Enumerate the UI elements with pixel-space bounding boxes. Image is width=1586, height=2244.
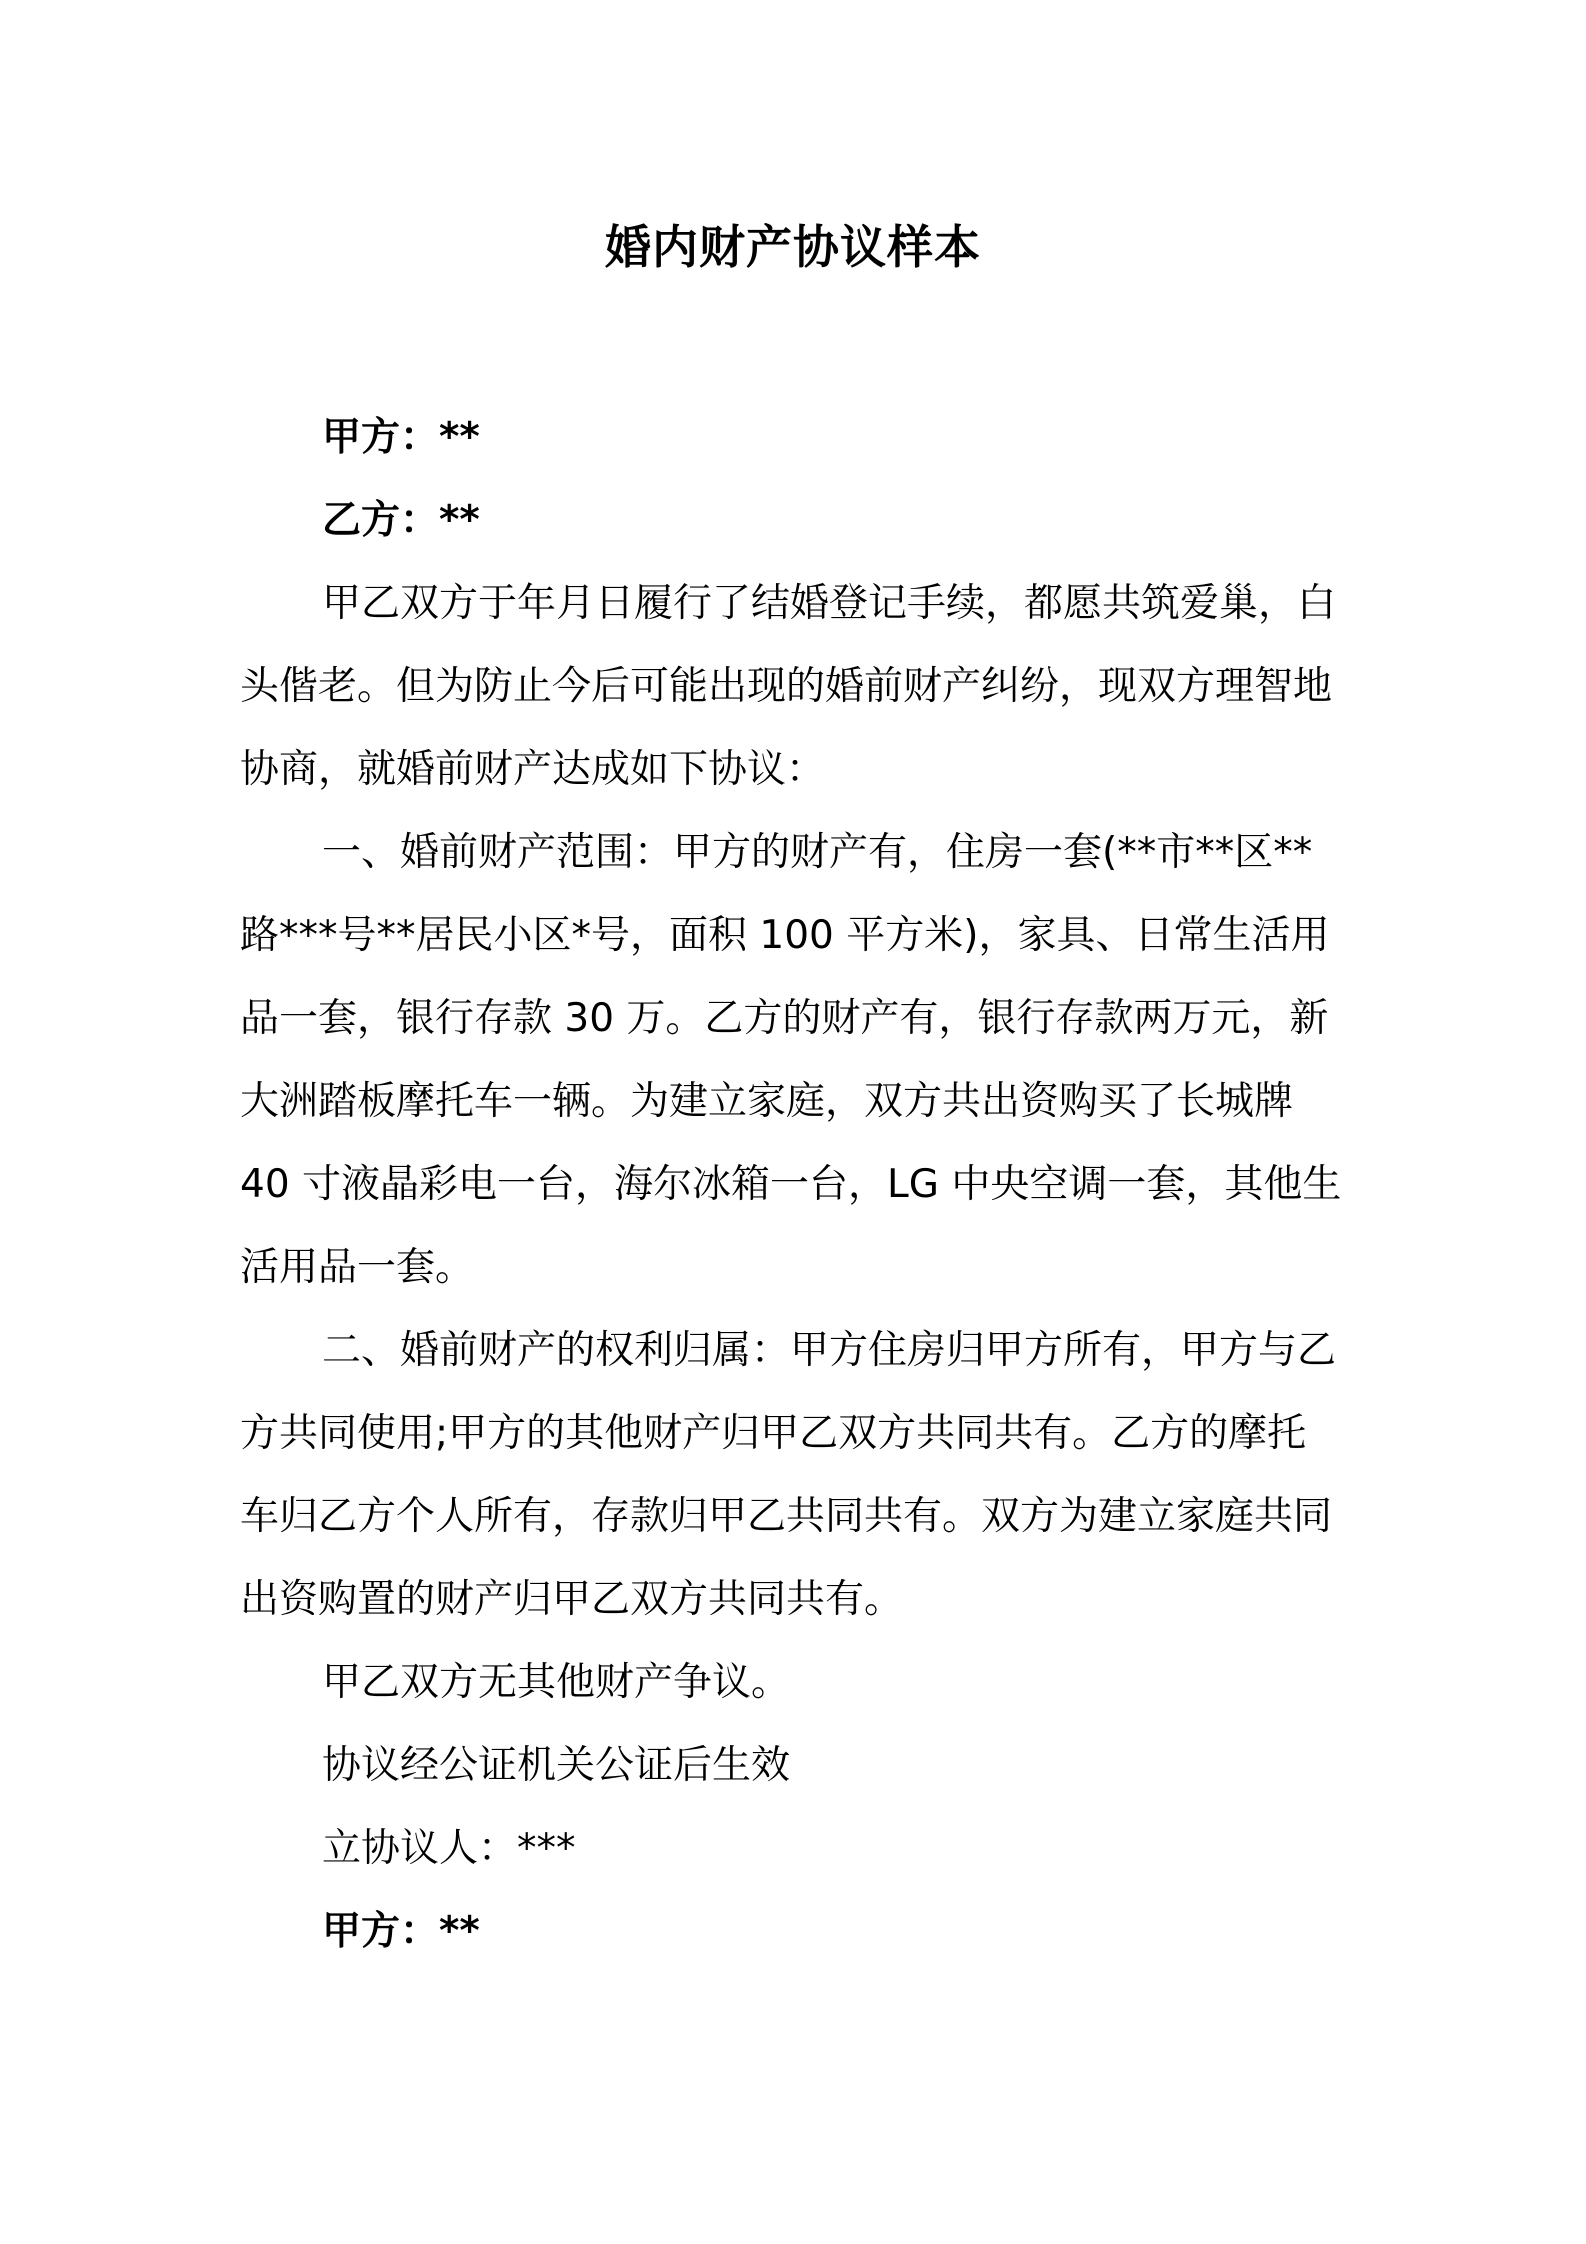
document-body <box>240 396 1356 1973</box>
document-title: 婚内财产协议样本 <box>605 220 981 274</box>
clause-2-line: 车归乙方个人所有，存款归甲乙共同共有。双方为建立家庭共同 <box>240 1494 1333 1539</box>
signatory-line: 立协议人：*** <box>322 1826 576 1871</box>
clause-2-line: 出资购置的财产归甲乙双方共同共有。 <box>240 1577 904 1622</box>
intro-line: 头偕老。但为防止今后可能出现的婚前财产纠纷，现双方理智地 <box>240 664 1333 709</box>
clause-1-line: 活用品一套。 <box>240 1245 475 1290</box>
clause-2-line: 二、婚前财产的权利归属：甲方住房归甲方所有，甲方与乙 <box>322 1328 1337 1373</box>
clause-1-line: 路***号**居民小区*号，面积 100 平方米)，家具、日常生活用 <box>240 913 1330 958</box>
clause-2-line: 方共同使用;甲方的其他财产归甲乙双方共同共有。乙方的摩托 <box>240 1411 1307 1456</box>
clause-1-line: 品一套，银行存款 30 万。乙方的财产有，银行存款两万元，新 <box>240 996 1329 1041</box>
intro-line: 甲乙双方于年月日履行了结婚登记手续，都愿共筑爱巢，白 <box>322 581 1337 626</box>
party-a-sign-line: 甲方：** <box>322 1909 480 1954</box>
effective-line: 协议经公证机关公证后生效 <box>322 1743 791 1788</box>
party-b-line: 乙方：** <box>322 498 480 543</box>
clause-1-line: 40 寸液晶彩电一台，海尔冰箱一台，LG 中央空调一套，其他生 <box>240 1162 1342 1207</box>
intro-line: 协商，就婚前财产达成如下协议： <box>240 747 826 792</box>
clause-1-line: 大洲踏板摩托车一辆。为建立家庭，双方共出资购买了长城牌 <box>240 1079 1294 1124</box>
party-a-line: 甲方：** <box>322 415 480 460</box>
clause-1-line: 一、婚前财产范围：甲方的财产有，住房一套(**市**区** <box>322 830 1313 875</box>
no-dispute-line: 甲乙双方无其他财产争议。 <box>322 1660 791 1705</box>
